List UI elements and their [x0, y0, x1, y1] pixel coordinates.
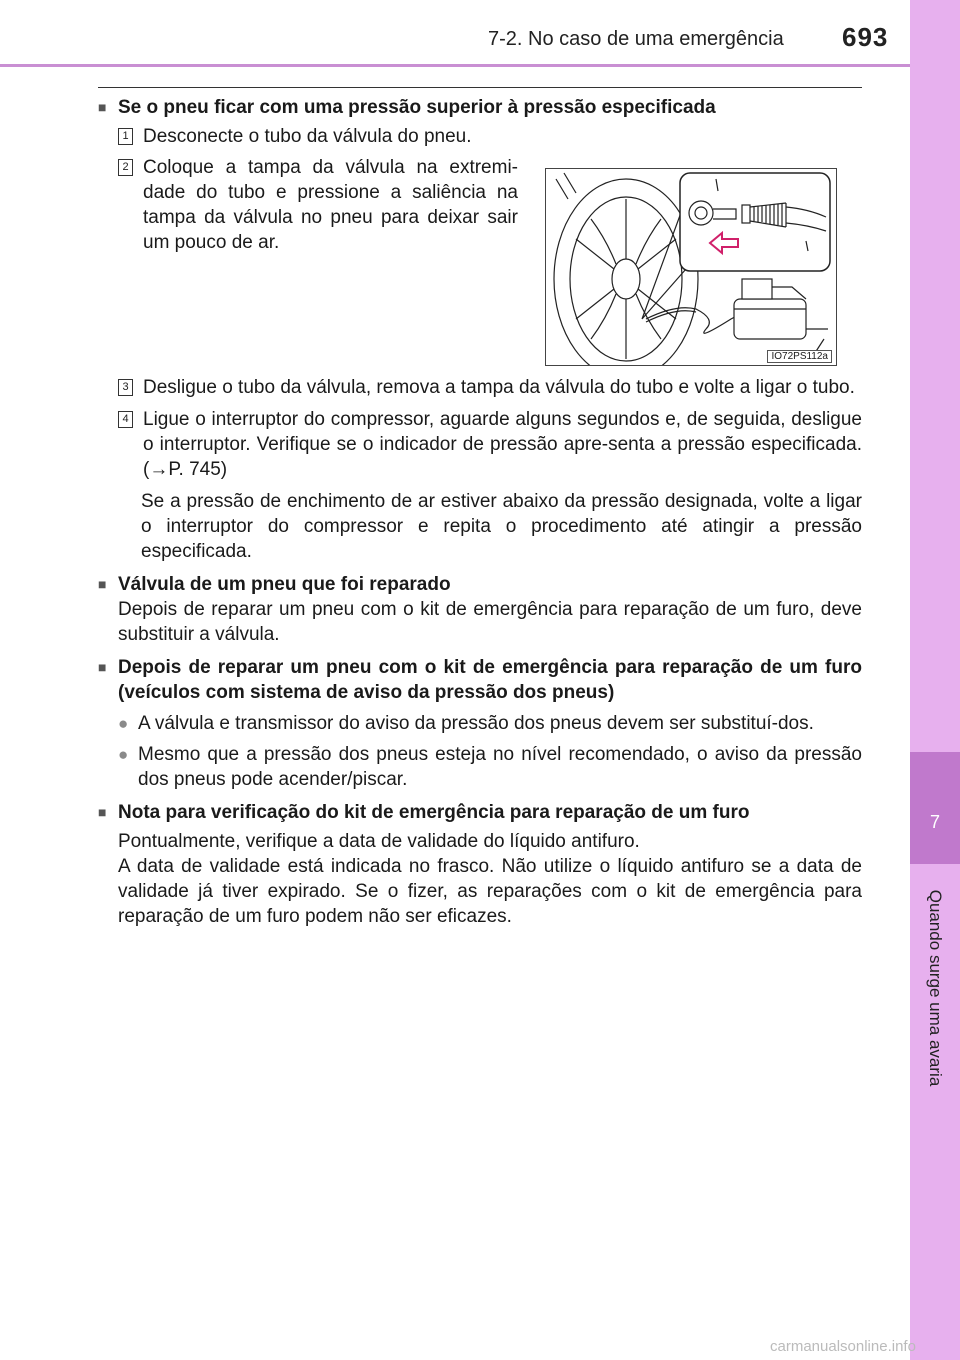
- step-text: Coloque a tampa da válvula na extremi-dade do tubo e pressione a saliência na tampa da válvula no pneu para deixar sair um pouco de ar.: [143, 157, 518, 253]
- paragraph: Depois de reparar um pneu com o kit de emergência para reparação de um furo, deve substituir a válvula.: [118, 599, 862, 645]
- chapter-marker: [910, 752, 960, 864]
- heading-marker-icon: ■: [98, 576, 107, 592]
- step-4: [118, 407, 862, 482]
- bullet-item: [118, 742, 862, 792]
- heading-marker-icon: ■: [98, 99, 107, 115]
- step-1: [118, 124, 862, 149]
- chapter-title: Quando surge uma avaria: [926, 889, 945, 1087]
- page-number: 693: [842, 22, 889, 52]
- tire-valve-drawing: [546, 169, 836, 365]
- watermark-link[interactable]: carmanualsonline.info: [770, 1338, 916, 1355]
- step-number-badge: 2: [118, 159, 133, 176]
- step-number-badge: 1: [118, 128, 133, 145]
- chapter-number: 7: [929, 812, 940, 832]
- section-title: 7-2. No caso de uma emergência: [488, 28, 784, 50]
- step-note: Se a pressão de enchimento de ar estiver abaixo da pressão designada, volte a ligar o interruptor do compressor e repita o procedimento até atingir a pressão especificada.: [141, 491, 862, 562]
- heading-text: Válvula de um pneu que foi reparado: [118, 574, 451, 595]
- bullet-text: A válvula e transmissor do aviso da pressão dos pneus devem ser substituí-dos.: [138, 713, 814, 734]
- bullet-item: [118, 711, 862, 736]
- heading-marker-icon: ■: [98, 804, 107, 820]
- bullet-text: Mesmo que a pressão dos pneus esteja no nível recomendado, o aviso da pressão dos pneus pode acender/piscar.: [138, 744, 862, 790]
- step-text: Desligue o tubo da válvula, remova a tampa da válvula do tubo e volte a ligar o tubo.: [143, 377, 855, 398]
- section-heading: [98, 800, 862, 825]
- step-text: Desconecte o tubo da válvula do pneu.: [143, 126, 472, 147]
- step-text: Ligue o interruptor do compressor, aguarde alguns segundos e, de seguida, desligue o interruptor. Verifique se o indicador de pressão apre-senta a pressão especificada. (→P. 745): [143, 409, 862, 480]
- section-heading: [98, 572, 862, 597]
- heading-text: Nota para verificação do kit de emergência para reparação de um furo: [118, 802, 750, 823]
- step-number-badge: 3: [118, 379, 133, 396]
- figure-code: IO72PS112a: [767, 350, 832, 363]
- section-heading: [98, 655, 862, 705]
- step-2: [118, 155, 518, 375]
- step-3: [118, 375, 862, 400]
- step-number-badge: 4: [118, 411, 133, 428]
- chapter-side-tab: [910, 0, 960, 1360]
- bullet-dot-icon: ●: [118, 714, 129, 733]
- heading-text: Se o pneu ficar com uma pressão superior à pressão especificada: [118, 97, 716, 118]
- tire-valve-illustration: [545, 168, 837, 366]
- header-rule: [0, 64, 910, 67]
- bullet-dot-icon: ●: [118, 745, 129, 764]
- section-rule: [98, 87, 862, 88]
- paragraph: A data de validade está indicada no frasco. Não utilize o líquido antifuro se a data de validade já tiver expirado. Se o fizer, as reparações com o kit de emergência para reparação de um furo podem não ser eficazes.: [118, 856, 862, 927]
- heading-text: Depois de reparar um pneu com o kit de emergência para reparação de um furo (veículos com sistema de aviso da pressão dos pneus): [118, 657, 862, 703]
- paragraph: Pontualmente, verifique a data de validade do líquido antifuro.: [118, 831, 640, 852]
- heading-marker-icon: ■: [98, 659, 107, 675]
- section-heading: [98, 95, 862, 120]
